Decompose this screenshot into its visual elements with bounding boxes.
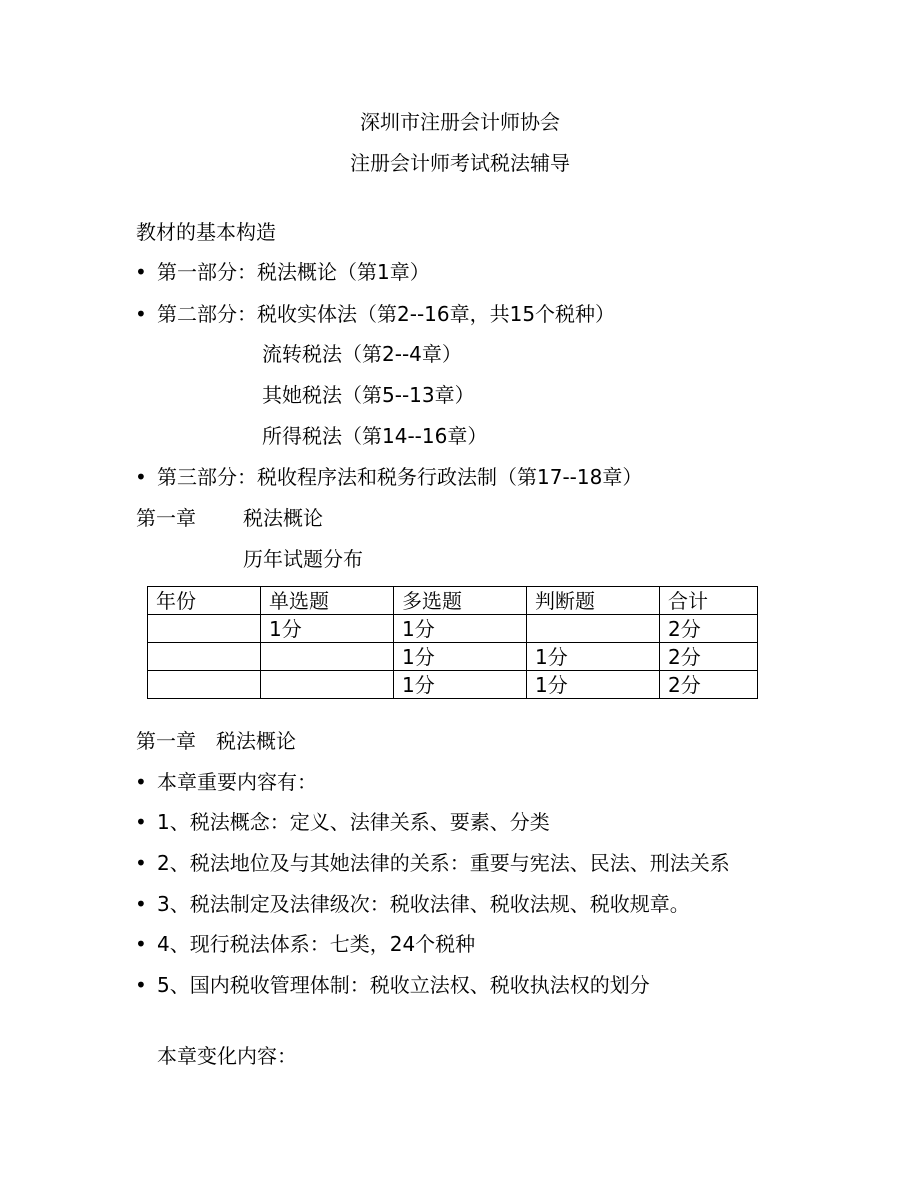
cell [148, 615, 261, 643]
table-header-row [148, 587, 758, 615]
chapter-label: 第一章 [136, 506, 196, 530]
header-cell: 年份 [148, 587, 261, 615]
list-item: • 本章重要内容有： [135, 770, 317, 794]
cell: 1分 [527, 671, 660, 699]
table-title: 历年试题分布 [243, 547, 363, 571]
cell [148, 643, 261, 671]
list-item: • 第二部分：税收实体法（第2--16章，共15个税种） [135, 302, 616, 326]
header-cell: 合计 [660, 587, 758, 615]
cell: 2分 [660, 671, 758, 699]
cell: 1分 [394, 671, 527, 699]
list-item: • 第一部分：税法概论（第1章） [135, 260, 430, 284]
cell: 1分 [261, 615, 394, 643]
table-row [148, 643, 758, 671]
cell [148, 671, 261, 699]
section-heading: 教材的基本构造 [136, 220, 276, 244]
changes-heading: 本章变化内容： [157, 1044, 297, 1068]
doc-title: 注册会计师考试税法辅导 [350, 151, 570, 175]
cell: 1分 [394, 615, 527, 643]
sub-item: 所得税法（第14--16章） [262, 424, 488, 448]
header-cell: 判断题 [527, 587, 660, 615]
table-row [148, 671, 758, 699]
list-item: • 5、国内税收管理体制：税收立法权、税收执法权的划分 [135, 973, 650, 997]
exam-distribution-table [147, 586, 758, 699]
list-item: • 2、税法地位及与其她法律的关系：重要与宪法、民法、刑法关系 [135, 851, 730, 875]
header-cell: 多选题 [394, 587, 527, 615]
cell: 1分 [527, 643, 660, 671]
list-item: • 3、税法制定及法律级次：税收法律、税收法规、税收规章。 [135, 892, 690, 916]
sub-item: 其她税法（第5--13章） [262, 383, 475, 407]
list-item: • 第三部分：税收程序法和税务行政法制（第17--18章） [135, 465, 643, 489]
cell: 1分 [394, 643, 527, 671]
cell [261, 643, 394, 671]
cell [261, 671, 394, 699]
org-title: 深圳市注册会计师协会 [360, 110, 560, 134]
list-item: • 4、现行税法体系：七类，24个税种 [135, 932, 476, 956]
sub-item: 流转税法（第2--4章） [262, 342, 462, 366]
header-cell: 单选题 [261, 587, 394, 615]
chapter-name: 税法概论 [243, 506, 323, 530]
cell [527, 615, 660, 643]
cell: 2分 [660, 615, 758, 643]
cell: 2分 [660, 643, 758, 671]
list-item: • 1、税法概念：定义、法律关系、要素、分类 [135, 810, 550, 834]
chapter-heading: 第一章 税法概论 [136, 729, 296, 753]
table-row [148, 615, 758, 643]
